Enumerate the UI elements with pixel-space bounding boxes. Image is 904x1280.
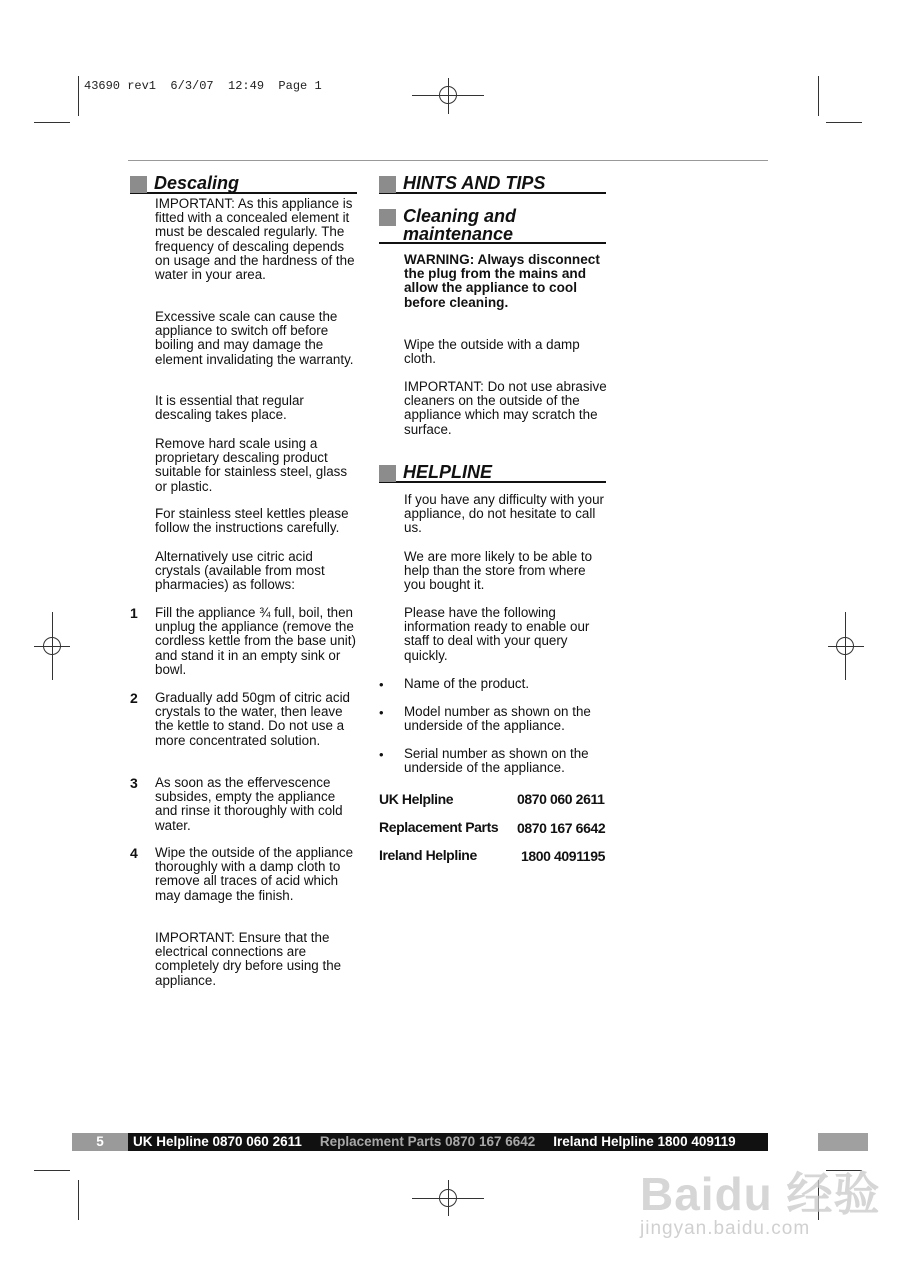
contact-label: Ireland Helpline (379, 847, 477, 863)
step-number: 3 (130, 775, 138, 791)
cleaning-para: IMPORTANT: Do not use abrasive cleaners on the outside of the appliance which may scratch the surface. (404, 379, 607, 437)
section-marker-icon (379, 209, 396, 226)
contact-number: 0870 060 2611 (517, 791, 605, 807)
descaling-para: It is essential that regular descaling takes place. (155, 393, 304, 423)
descaling-para: Alternatively use citric acid crystals (available from most pharmacies) as follows: (155, 549, 325, 593)
registration-circle-icon (836, 637, 854, 655)
cleaning-para: Wipe the outside with a damp cloth. (404, 337, 580, 367)
top-rule (128, 160, 768, 161)
contact-number: 0870 167 6642 (517, 820, 606, 836)
crop-mark (818, 76, 819, 116)
section-marker-icon (379, 465, 396, 482)
footer-bar (0, 1133, 904, 1151)
hints-title: HINTS AND TIPS (403, 173, 546, 193)
bullet-icon: • (379, 677, 384, 692)
baidu-watermark-url: jingyan.baidu.com (640, 1218, 811, 1239)
warning-text: WARNING: Always disconnect the plug from the mains and allow the appliance to cool before cleaning. (404, 252, 600, 310)
bullet-icon: • (379, 747, 384, 762)
section-marker-icon (379, 176, 396, 193)
contact-label: UK Helpline (379, 791, 454, 807)
helpline-heading (379, 463, 606, 483)
step-number: 2 (130, 690, 138, 706)
registration-circle-icon (43, 637, 61, 655)
descaling-closing: IMPORTANT: Ensure that the electrical connections are completely dry before using the appliance. (155, 930, 342, 988)
crop-mark (34, 1170, 70, 1171)
descaling-para: For stainless steel kettles please follow the instructions carefully. (155, 506, 349, 536)
descaling-heading (130, 174, 357, 194)
step-text: Wipe the outside of the appliance thoroughly with a damp cloth to remove all traces of acid which may damage the finish. (155, 845, 354, 903)
descaling-para: IMPORTANT: As this appliance is fitted with a concealed element it must be descaled regularly. The frequency of descaling depends on usage and the hardness of the water in your area. (155, 196, 355, 283)
helpline-para: We are more likely to be able to help than the store from where you bought it. (404, 549, 593, 593)
page-number: 5 (72, 1133, 128, 1151)
helpline-para: Please have the following information ready to enable our staff to deal with your query quickly. (404, 605, 590, 663)
descaling-para: Excessive scale can cause the appliance to switch off before boiling and may damage the element invalidating the warranty. (155, 309, 354, 367)
cleaning-title: Cleaning and maintenance (403, 206, 517, 244)
crop-mark (826, 122, 862, 123)
crop-mark (78, 76, 79, 116)
descaling-title: Descaling (154, 173, 240, 193)
step-number: 4 (130, 845, 138, 861)
footer-replacement-parts: Replacement Parts 0870 167 6642 (319, 1134, 536, 1149)
contact-number: 1800 4091195 (521, 848, 605, 864)
descaling-para: Remove hard scale using a proprietary descaling product suitable for stainless steel, glass or plastic. (155, 436, 348, 494)
footer-color-block (818, 1133, 868, 1151)
step-text: As soon as the effervescence subsides, empty the appliance and rinse it thoroughly with cold water. (155, 775, 343, 833)
registration-circle-icon (439, 1189, 457, 1207)
bullet-icon: • (379, 705, 384, 720)
cleaning-heading (379, 207, 606, 244)
footer-contacts (128, 1133, 768, 1151)
print-slug: 43690 rev1 6/3/07 12:49 Page 1 (84, 79, 322, 93)
crop-mark (78, 1180, 79, 1220)
step-number: 1 (130, 605, 138, 621)
helpline-title: HELPLINE (403, 462, 493, 482)
contact-label: Replacement Parts (379, 819, 499, 835)
hints-heading (379, 174, 606, 194)
section-marker-icon (130, 176, 147, 193)
helpline-para: If you have any difficulty with your appliance, do not hesitate to call us. (404, 492, 604, 536)
footer-ireland-helpline: Ireland Helpline 1800 409119 (553, 1134, 736, 1149)
bullet-item: Serial number as shown on the underside of the appliance. (404, 746, 589, 776)
step-text: Gradually add 50gm of citric acid crystals to the water, then leave the kettle to stand. Do not use a more concentrated solution. (155, 690, 351, 748)
bullet-item: Name of the product. (404, 676, 530, 691)
footer-uk-helpline: UK Helpline 0870 060 2611 (133, 1134, 302, 1149)
crop-mark (34, 122, 70, 123)
baidu-watermark-logo: Baidu 经验 (640, 1168, 881, 1220)
registration-circle-icon (439, 86, 457, 104)
step-text: Fill the appliance ¾ full, boil, then unplug the appliance (remove the cordless kettle from the base unit) and stand it in an empty sink or bowl. (155, 605, 356, 677)
bullet-item: Model number as shown on the underside of the appliance. (404, 704, 591, 734)
